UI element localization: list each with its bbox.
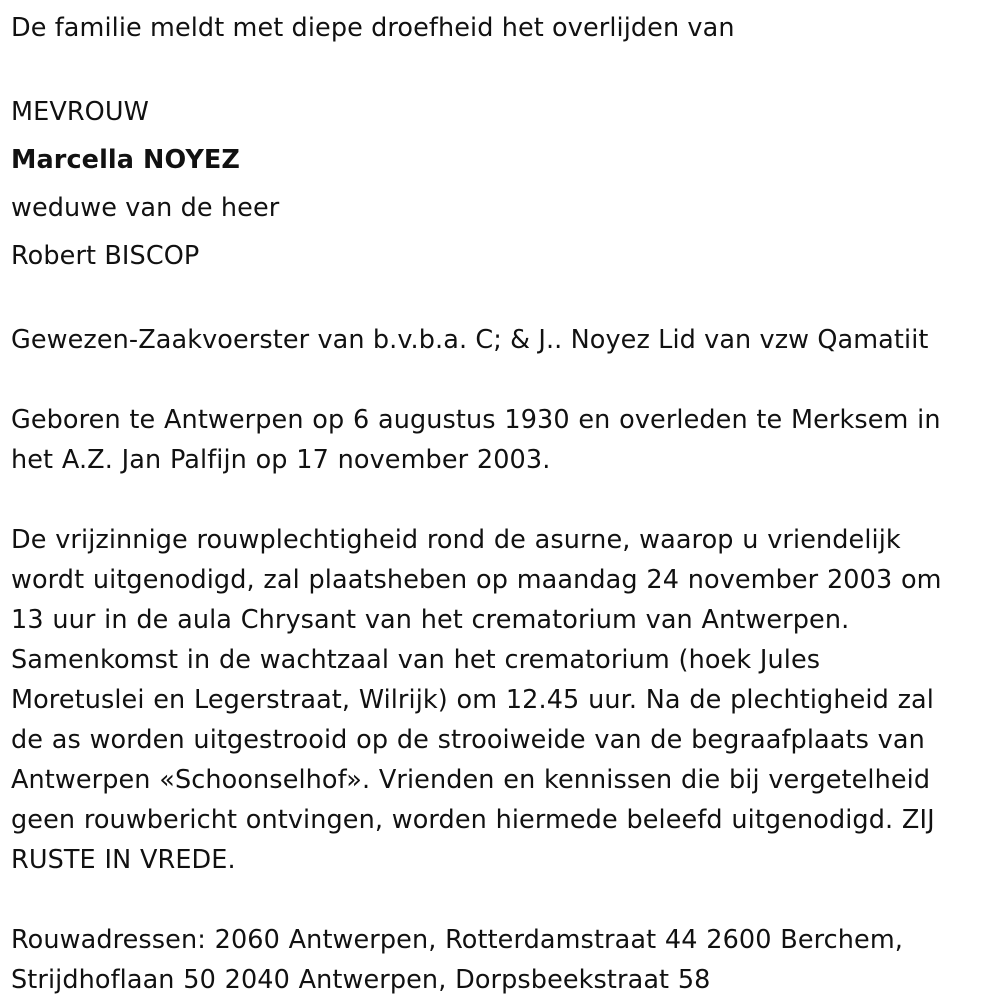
ceremony-line: Moretuslei en Legerstraat, Wilrijk) om 12.45 uur. Na de plechtigheid zal [11, 685, 934, 715]
spouse-name: Robert BISCOP [11, 241, 200, 271]
ceremony-line: Antwerpen «Schoonselhof». Vrienden en kennissen die bij vergetelheid [11, 765, 931, 795]
relation-text: weduwe van de heer [11, 193, 280, 223]
intro-text: De familie meldt met diepe droefheid het overlijden van [11, 13, 735, 43]
ceremony-line: de as worden uitgestrooid op de strooiweide van de begraafplaats van [11, 725, 925, 755]
addresses-paragraph [11, 920, 986, 1000]
address-line: Rouwadressen: 2060 Antwerpen, Rotterdamstraat 44 2600 Berchem, [11, 925, 903, 955]
ceremony-line: 13 uur in de aula Chrysant van het crematorium van Antwerpen. [11, 605, 850, 635]
ceremony-line: RUSTE IN VREDE. [11, 845, 236, 875]
address-line: Strijdhoflaan 50 2040 Antwerpen, Dorpsbeekstraat 58 [11, 965, 711, 995]
occupation-text: Gewezen-Zaakvoerster van b.v.b.a. C; & J.. Noyez Lid van vzw Qamatiit [11, 325, 929, 355]
spacer [11, 360, 986, 400]
ceremony-paragraph [11, 520, 986, 880]
birth-death-paragraph [11, 400, 986, 480]
obituary-document [11, 8, 986, 1000]
title-line: MEVROUW [11, 97, 149, 127]
deceased-name: Marcella NOYEZ [11, 145, 241, 175]
ceremony-line: Samenkomst in de wachtzaal van het crematorium (hoek Jules [11, 645, 821, 675]
spacer [11, 880, 986, 920]
ceremony-line: De vrijzinnige rouwplechtigheid rond de asurne, waarop u vriendelijk [11, 525, 901, 555]
spacer [11, 280, 986, 320]
birth-death-line: Geboren te Antwerpen op 6 augustus 1930 en overleden te Merksem in [11, 405, 941, 435]
ceremony-line: wordt uitgenodigd, zal plaatsheben op maandag 24 november 2003 om [11, 565, 942, 595]
birth-death-line: het A.Z. Jan Palfijn op 17 november 2003. [11, 445, 551, 475]
spacer [11, 480, 986, 520]
ceremony-line: geen rouwbericht ontvingen, worden hiermede beleefd uitgenodigd. ZIJ [11, 805, 935, 835]
spacer [11, 48, 986, 88]
